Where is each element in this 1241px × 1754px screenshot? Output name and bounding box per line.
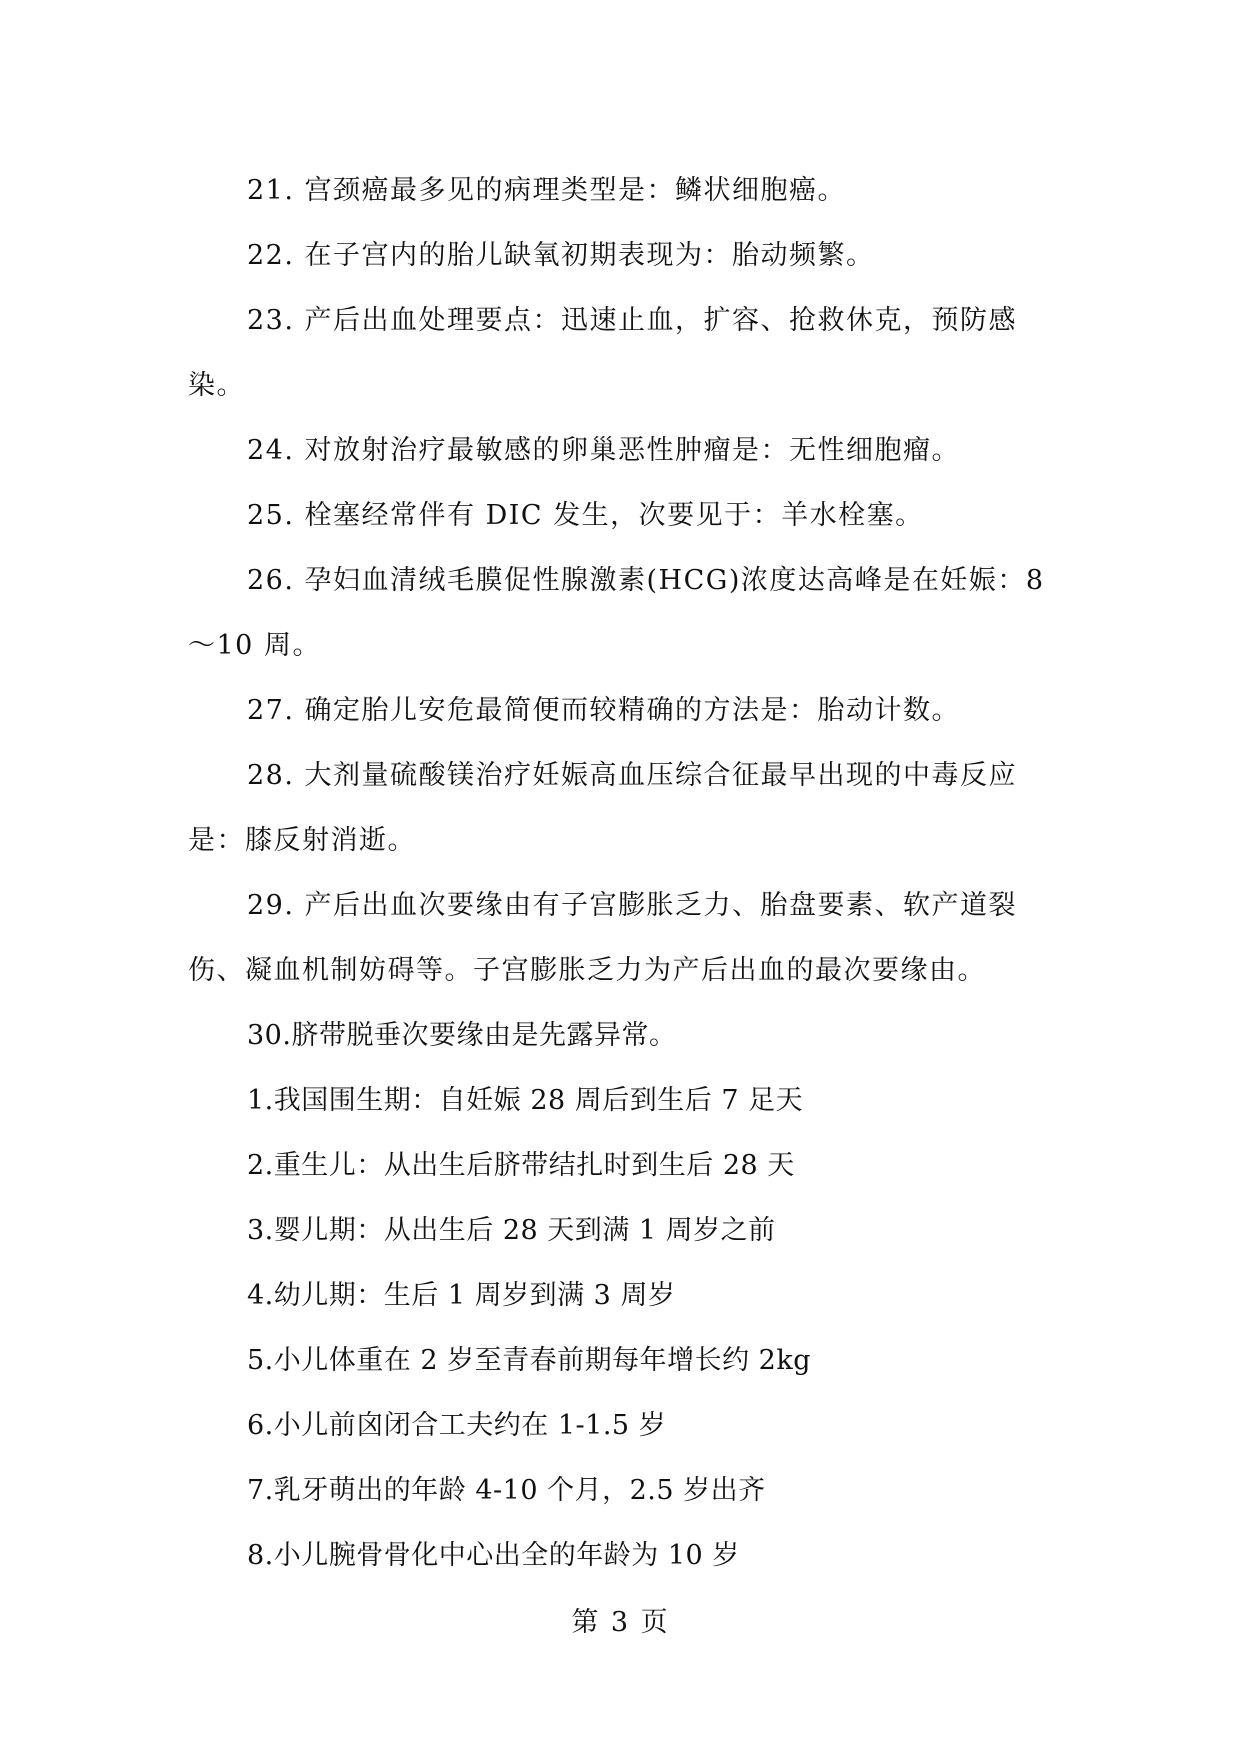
document-body	[188, 158, 1068, 1588]
paragraph-29: 29. 产后出血次要缘由有子宫膨胀乏力、胎盘要素、软产道裂伤、凝血机制妨碍等。子宫膨胀乏力为产后出血的最次要缘由。	[188, 890, 1018, 986]
list-item-5: 5.小儿体重在 2 岁至青春前期每年增长约 2kg	[247, 1345, 812, 1376]
list-item-1: 1.我国围生期：自妊娠 28 周后到生后 7 足天	[247, 1085, 804, 1116]
paragraph-30: 30.脐带脱垂次要缘由是先露异常。	[247, 1020, 677, 1051]
list-item-6: 6.小儿前囟闭合工夫约在 1-1.5 岁	[247, 1410, 667, 1441]
list-item-2: 2.重生儿：从出生后脐带结扎时到生后 28 天	[247, 1150, 795, 1181]
paragraph-23: 23. 产后出血处理要点：迅速止血，扩容、抢救休克，预防感染。	[188, 305, 1018, 401]
paragraph-24: 24. 对放射治疗最敏感的卵巢恶性肿瘤是：无性细胞瘤。	[247, 435, 961, 466]
list-item-3: 3.婴儿期：从出生后 28 天到满 1 周岁之前	[247, 1215, 776, 1246]
list-item-7: 7.乳牙萌出的年龄 4-10 个月，2.5 岁出齐	[247, 1475, 766, 1506]
paragraph-25: 25. 栓塞经常伴有 DIC 发生，次要见于：羊水栓塞。	[247, 500, 924, 531]
paragraph-28: 28. 大剂量硫酸镁治疗妊娠高血压综合征最早出现的中毒反应是：膝反射消逝。	[188, 760, 1018, 856]
paragraph-26: 26. 孕妇血清绒毛膜促性腺激素(HCG)浓度达高峰是在妊娠：8～10 周。	[188, 565, 1045, 661]
list-item-8: 8.小儿腕骨骨化中心出全的年龄为 10 岁	[247, 1540, 740, 1571]
paragraph-21: 21. 宫颈癌最多见的病理类型是：鳞状细胞癌。	[247, 175, 847, 206]
page-number: 第 3 页	[571, 1607, 670, 1638]
list-item-4: 4.幼儿期：生后 1 周岁到满 3 周岁	[247, 1280, 676, 1311]
paragraph-22: 22. 在子宫内的胎儿缺氧初期表现为：胎动频繁。	[247, 240, 875, 271]
paragraph-27: 27. 确定胎儿安危最简便而较精确的方法是：胎动计数。	[247, 695, 961, 726]
